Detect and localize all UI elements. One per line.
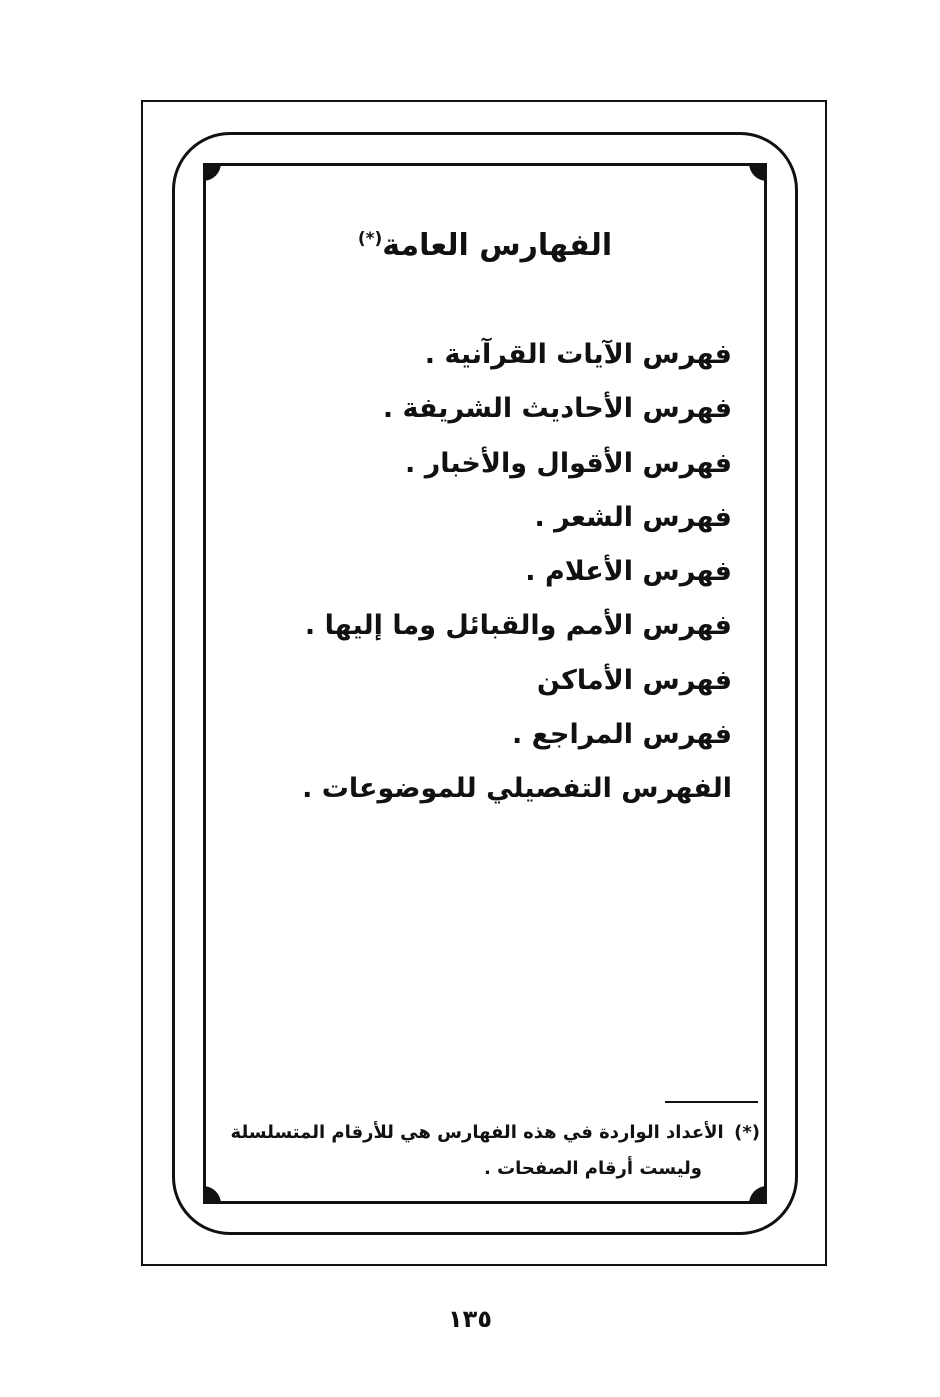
index-item-references: فهرس المراجع . <box>511 719 732 751</box>
index-item-sayings-reports: فهرس الأقوال والأخبار . <box>405 447 732 479</box>
title-text: الفهارس العامة <box>382 228 613 263</box>
page-number: ١٣٥ <box>448 1305 492 1333</box>
index-item-places: فهرس الأماكن <box>536 664 732 696</box>
index-item-nations-tribes: فهرس الأمم والقبائل وما إليها . <box>304 610 732 642</box>
index-item-hadiths: فهرس الأحاديث الشريفة . <box>382 393 732 425</box>
title-footnote-mark: (*) <box>357 229 383 249</box>
footnote-line-2: وليست أرقام الصفحات . <box>483 1158 702 1179</box>
footnote-separator <box>665 1101 758 1103</box>
footnote-line-1: الأعداد الواردة في هذه الفهارس هي للأرقام المتسلسلة <box>230 1122 724 1143</box>
footnote-mark: (*) <box>734 1122 760 1143</box>
index-item-detailed-topics: الفهرس التفصيلي للموضوعات . <box>302 773 732 805</box>
footnote <box>230 1115 760 1187</box>
index-item-poetry: فهرس الشعر . <box>534 501 732 533</box>
index-list <box>302 328 732 817</box>
index-item-quran-verses: فهرس الآيات القرآنية . <box>424 339 732 370</box>
index-item-names: فهرس الأعلام . <box>525 556 732 588</box>
page-title <box>203 228 767 263</box>
